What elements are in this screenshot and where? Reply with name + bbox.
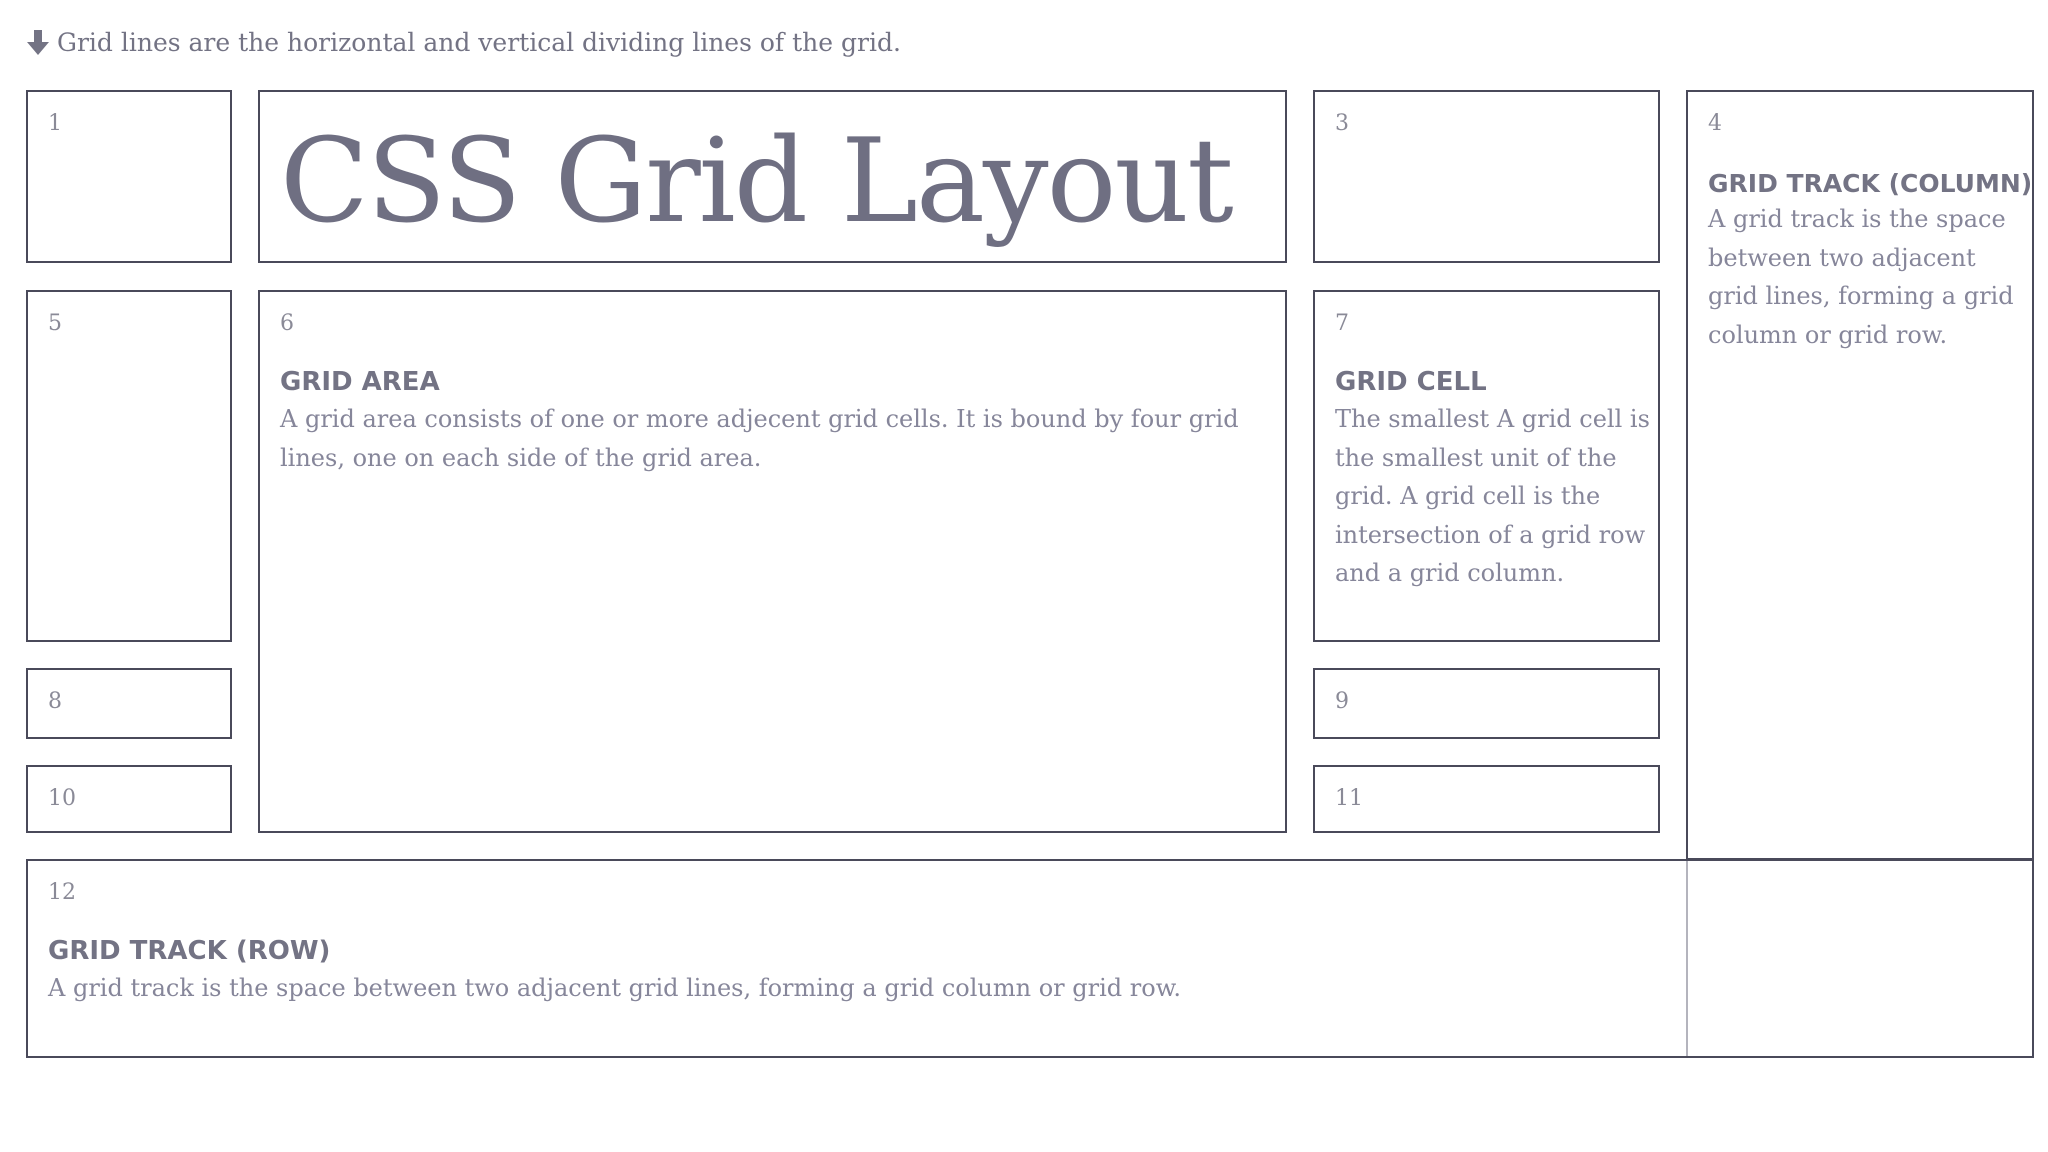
grid-cell-10 <box>26 765 232 833</box>
grid-cell-area <box>258 290 1287 833</box>
cell-heading: GRID CELL <box>1335 367 1487 397</box>
grid-cell-track-column <box>1686 90 2034 860</box>
grid-cell-3 <box>1313 90 1660 263</box>
cell-number: 4 <box>1708 111 1722 136</box>
cell-number: 9 <box>1335 689 1349 714</box>
cell-number: 8 <box>48 689 62 714</box>
cell-heading: GRID TRACK (COLUMN) <box>1708 169 2033 198</box>
grid-line-vertical <box>1686 861 1688 1056</box>
grid-cell-5 <box>26 290 232 642</box>
grid-cell-8 <box>26 668 232 739</box>
cell-description: The smallest A grid cell is the smallest unit of the grid. A grid cell is the intersection of a grid row and a grid column. <box>1335 405 1650 587</box>
cell-number: 6 <box>280 311 294 336</box>
cell-number: 7 <box>1335 311 1349 336</box>
cell-number: 10 <box>48 786 76 811</box>
cell-number: 1 <box>48 111 62 136</box>
cell-description: A grid area consists of one or more adjecent grid cells. It is bound by four grid lines, one on each side of the grid area. <box>280 405 1239 472</box>
cell-number: 11 <box>1335 786 1363 811</box>
grid-cell-cell <box>1313 290 1660 642</box>
arrow-down-icon <box>27 30 49 56</box>
cell-number: 12 <box>48 880 76 905</box>
intro-text: Grid lines are the horizontal and vertical dividing lines of the grid. <box>57 28 901 57</box>
cell-description: A grid track is the space between two adjacent grid lines, forming a grid column or grid row. <box>1708 205 2014 349</box>
grid-cell-track-row <box>26 859 2034 1058</box>
cell-number: 3 <box>1335 111 1349 136</box>
cell-heading: GRID AREA <box>280 367 440 397</box>
grid-cell-9 <box>1313 668 1660 739</box>
grid-cell-title <box>258 90 1287 263</box>
cell-number: 5 <box>48 311 62 336</box>
grid-cell-11 <box>1313 765 1660 833</box>
cell-description: A grid track is the space between two adjacent grid lines, forming a grid column or grid row. <box>48 974 1182 1002</box>
intro-note <box>27 26 901 60</box>
grid-cell-1 <box>26 90 232 263</box>
page-title: CSS Grid Layout <box>280 114 1232 249</box>
cell-heading: GRID TRACK (ROW) <box>48 936 331 966</box>
